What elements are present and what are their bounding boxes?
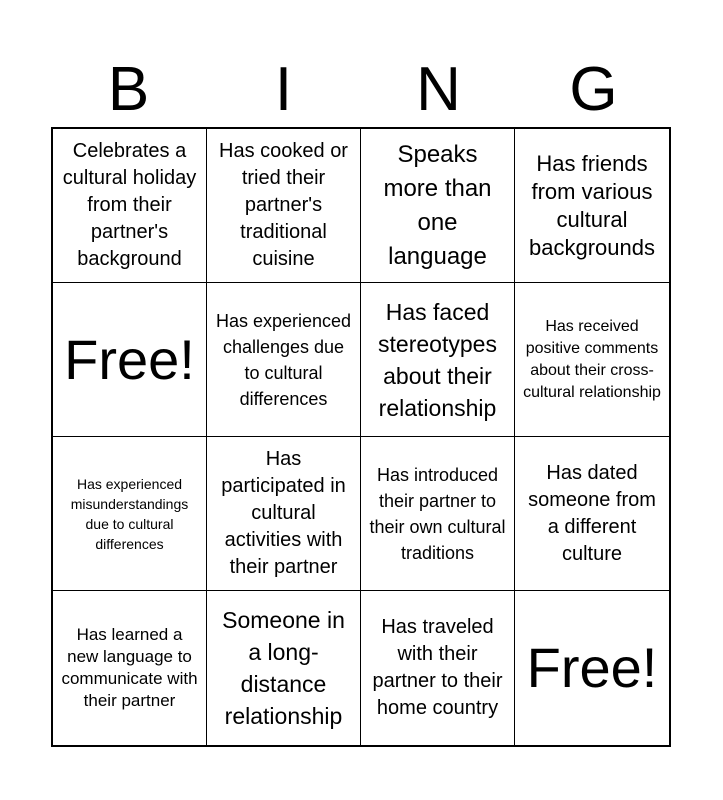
bingo-cell-text: Has received positive comments about their cross-cultural relationship [523,317,661,401]
free-space-text: Free! [526,636,658,699]
bingo-cell[interactable] [361,437,515,591]
header-letter-g: G [569,55,618,124]
bingo-cell-text: Speaks more than one language [383,140,492,270]
bingo-cell[interactable] [207,437,361,591]
bingo-cell[interactable] [207,283,361,437]
bingo-cell-text: Has cooked or tried their partner's traditional cuisine [219,140,348,270]
free-space-text: Free! [64,327,195,391]
bingo-cell-text: Has experienced misunderstandings due to cultural differences [70,475,189,552]
bingo-cell[interactable] [53,129,207,283]
bingo-cell-text: Has friends from various cultural backgrounds [529,150,655,260]
bingo-cell[interactable] [53,437,207,591]
bingo-cell[interactable] [53,591,207,745]
header-letter-i: I [274,55,293,124]
bingo-cell[interactable] [515,437,669,591]
bingo-cell[interactable] [207,129,361,283]
bingo-cell-text: Has learned a new language to communicate with their partner [61,625,198,710]
bingo-board [51,127,671,747]
header-letter-b: B [107,55,150,124]
bingo-cell[interactable] [207,591,361,745]
bingo-cell-text: Has introduced their partner to their own cultural traditions [369,464,506,563]
bingo-cell-text: Celebrates a cultural holiday from their partner's background [62,140,197,270]
bingo-cell-text: Has faced stereotypes about their relationship [378,298,497,421]
bingo-cell-text: Has participated in cultural activities with their partner [221,448,346,578]
bingo-cell[interactable] [361,591,515,745]
bingo-cell[interactable] [515,129,669,283]
bingo-cell-text: Has traveled with their partner to their home country [372,616,503,719]
header-letter-n: N [416,55,461,124]
bingo-cell[interactable] [361,129,515,283]
free-space-cell[interactable] [515,591,669,745]
bingo-cell-text: Has dated someone from a different culture [528,461,656,565]
bingo-header [51,52,671,128]
bingo-cell[interactable] [515,283,669,437]
bingo-cell-text: Someone in a long-distance relationship [222,607,345,729]
free-space-cell[interactable] [53,283,207,437]
bingo-cell-text: Has experienced challenges due to cultural differences [215,310,352,409]
bingo-cell[interactable] [361,283,515,437]
